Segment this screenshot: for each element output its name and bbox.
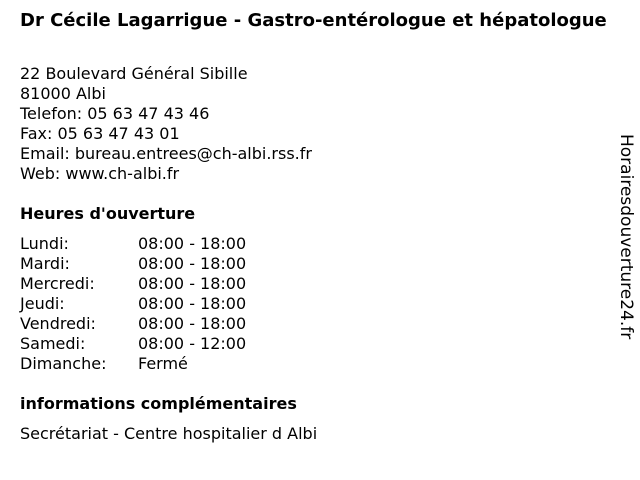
web-line: Web: www.ch-albi.fr bbox=[20, 164, 180, 183]
time-value: 08:00 - 18:00 bbox=[138, 294, 247, 313]
time-value: 08:00 - 12:00 bbox=[138, 334, 247, 353]
day-label: Mardi: bbox=[20, 254, 70, 273]
day-label: Mercredi: bbox=[20, 274, 95, 293]
additional-info-heading: informations complémentaires bbox=[20, 394, 297, 413]
day-label: Lundi: bbox=[20, 234, 69, 253]
time-value: 08:00 - 18:00 bbox=[138, 234, 247, 253]
time-value: Fermé bbox=[138, 354, 188, 373]
day-label: Dimanche: bbox=[20, 354, 107, 373]
time-value: 08:00 - 18:00 bbox=[138, 314, 247, 333]
site-watermark: Horairesdouverture24.fr bbox=[616, 134, 636, 340]
page-title: Dr Cécile Lagarrigue - Gastro-entérologue et hépatologue bbox=[20, 10, 607, 31]
time-value: 08:00 - 18:00 bbox=[138, 274, 247, 293]
additional-info-text: Secrétariat - Centre hospitalier d Albi bbox=[20, 424, 318, 443]
fax-line: Fax: 05 63 47 43 01 bbox=[20, 124, 180, 143]
day-label: Jeudi: bbox=[20, 294, 65, 313]
contact-block bbox=[20, 64, 312, 184]
time-value: 08:00 - 18:00 bbox=[138, 254, 247, 273]
address-city: 81000 Albi bbox=[20, 84, 106, 103]
opening-hours-heading: Heures d'ouverture bbox=[20, 204, 196, 223]
day-label: Samedi: bbox=[20, 334, 86, 353]
address-street: 22 Boulevard Général Sibille bbox=[20, 64, 248, 83]
email-line: Email: bureau.entrees@ch-albi.rss.fr bbox=[20, 144, 312, 163]
phone-line: Telefon: 05 63 47 43 46 bbox=[20, 104, 210, 123]
day-label: Vendredi: bbox=[20, 314, 96, 333]
